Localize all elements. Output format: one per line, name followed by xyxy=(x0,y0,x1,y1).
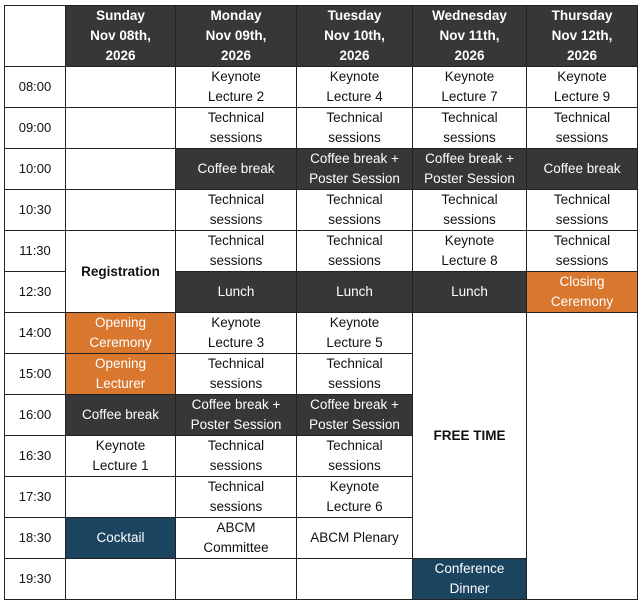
time-label: 09:00 xyxy=(5,108,66,149)
technical-sessions: Technical sessions xyxy=(176,436,297,477)
technical-sessions: Technical sessions xyxy=(297,108,413,149)
keynote-lecture-3: Keynote Lecture 3 xyxy=(176,313,297,354)
abcm-committee: ABCM Committee xyxy=(176,518,297,559)
time-label: 12:30 xyxy=(5,272,66,313)
empty-cell xyxy=(297,559,413,600)
coffee-break-poster-session: Coffee break + Poster Session xyxy=(297,149,413,190)
time-label: 14:00 xyxy=(5,313,66,354)
keynote-lecture-9: Keynote Lecture 9 xyxy=(527,67,638,108)
technical-sessions: Technical sessions xyxy=(297,190,413,231)
technical-sessions: Technical sessions xyxy=(297,354,413,395)
technical-sessions: Technical sessions xyxy=(176,190,297,231)
technical-sessions: Technical sessions xyxy=(413,108,527,149)
time-label: 08:00 xyxy=(5,67,66,108)
lunch: Lunch xyxy=(297,272,413,313)
schedule-row xyxy=(5,67,638,108)
empty-cell xyxy=(66,149,176,190)
technical-sessions: Technical sessions xyxy=(297,436,413,477)
schedule-row xyxy=(5,108,638,149)
empty-cell xyxy=(66,190,176,231)
header-row xyxy=(5,6,638,67)
time-label: 11:30 xyxy=(5,231,66,272)
empty-cell xyxy=(66,108,176,149)
time-label: 18:30 xyxy=(5,518,66,559)
coffee-break: Coffee break xyxy=(66,395,176,436)
empty-cell xyxy=(66,559,176,600)
technical-sessions: Technical sessions xyxy=(527,231,638,272)
time-label: 17:30 xyxy=(5,477,66,518)
technical-sessions: Technical sessions xyxy=(176,477,297,518)
technical-sessions: Technical sessions xyxy=(413,190,527,231)
time-label: 19:30 xyxy=(5,559,66,600)
technical-sessions: Technical sessions xyxy=(176,108,297,149)
time-label: 10:00 xyxy=(5,149,66,190)
lunch: Lunch xyxy=(176,272,297,313)
coffee-break-poster-session: Coffee break + Poster Session xyxy=(413,149,527,190)
coffee-break: Coffee break xyxy=(527,149,638,190)
time-label: 16:30 xyxy=(5,436,66,477)
empty-cell xyxy=(66,477,176,518)
closing-ceremony: Closing Ceremony xyxy=(527,272,638,313)
schedule-row xyxy=(5,190,638,231)
keynote-lecture-8: Keynote Lecture 8 xyxy=(413,231,527,272)
day-header-thursday: Thursday Nov 12th, 2026 xyxy=(527,6,638,67)
abcm-plenary: ABCM Plenary xyxy=(297,518,413,559)
corner-cell xyxy=(5,6,66,67)
lunch: Lunch xyxy=(413,272,527,313)
registration: Registration xyxy=(66,231,176,313)
opening-ceremony: Opening Ceremony xyxy=(66,313,176,354)
keynote-lecture-4: Keynote Lecture 4 xyxy=(297,67,413,108)
day-header-tuesday: Tuesday Nov 10th, 2026 xyxy=(297,6,413,67)
coffee-break-poster-session: Coffee break + Poster Session xyxy=(176,395,297,436)
coffee-break: Coffee break xyxy=(176,149,297,190)
day-header-monday: Monday Nov 09th, 2026 xyxy=(176,6,297,67)
conference-dinner: Conference Dinner xyxy=(413,559,527,600)
technical-sessions: Technical sessions xyxy=(297,231,413,272)
conference-schedule-table xyxy=(4,5,638,600)
free-time: FREE TIME xyxy=(413,313,527,559)
empty-cell xyxy=(176,559,297,600)
schedule-row xyxy=(5,149,638,190)
time-label: 10:30 xyxy=(5,190,66,231)
cocktail: Cocktail xyxy=(66,518,176,559)
day-header-wednesday: Wednesday Nov 11th, 2026 xyxy=(413,6,527,67)
schedule-row xyxy=(5,231,638,272)
time-label: 16:00 xyxy=(5,395,66,436)
opening-lecturer: Opening Lecturer xyxy=(66,354,176,395)
coffee-break-poster-session: Coffee break + Poster Session xyxy=(297,395,413,436)
keynote-lecture-2: Keynote Lecture 2 xyxy=(176,67,297,108)
technical-sessions: Technical sessions xyxy=(176,231,297,272)
day-header-sunday: Sunday Nov 08th, 2026 xyxy=(66,6,176,67)
empty-cell xyxy=(66,67,176,108)
technical-sessions: Technical sessions xyxy=(527,190,638,231)
technical-sessions: Technical sessions xyxy=(527,108,638,149)
keynote-lecture-5: Keynote Lecture 5 xyxy=(297,313,413,354)
empty-cell xyxy=(527,313,638,600)
schedule-row xyxy=(5,313,638,354)
time-label: 15:00 xyxy=(5,354,66,395)
keynote-lecture-7: Keynote Lecture 7 xyxy=(413,67,527,108)
technical-sessions: Technical sessions xyxy=(176,354,297,395)
keynote-lecture-1: Keynote Lecture 1 xyxy=(66,436,176,477)
keynote-lecture-6: Keynote Lecture 6 xyxy=(297,477,413,518)
